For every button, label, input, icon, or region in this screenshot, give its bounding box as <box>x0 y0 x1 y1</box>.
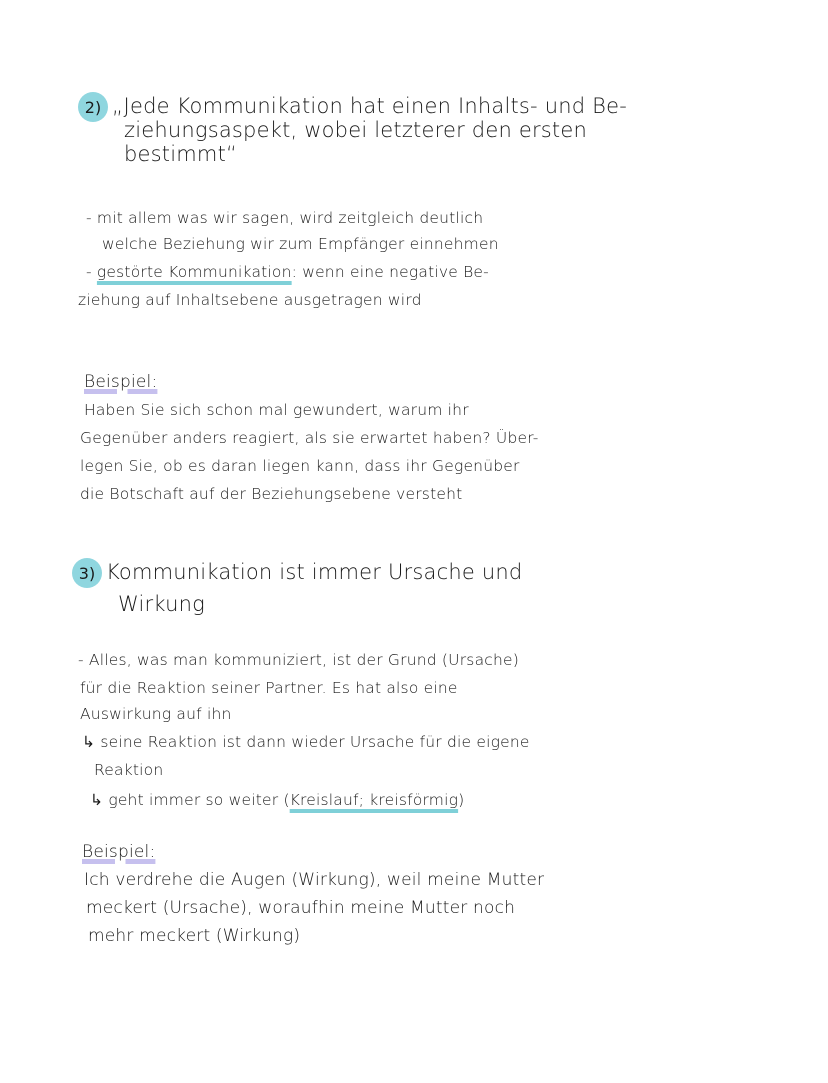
bullet-dash: - <box>86 263 97 281</box>
section-2-bullet-line-3 <box>86 262 489 282</box>
section-3-number: 3) <box>78 563 96 583</box>
section-3-number-badge <box>72 558 102 588</box>
section-2-number: 2) <box>84 97 102 117</box>
section-3-body-line-1: - Alles, was man kommuniziert, ist der Grund (Ursache) <box>78 651 519 669</box>
section-3-example-line-2: meckert (Ursache), woraufhin meine Mutter noch <box>86 898 516 918</box>
section-3-body-line-5: Reaktion <box>94 761 164 779</box>
section-3-body-line-3: Auswirkung auf ihn <box>80 705 232 723</box>
section-2-number-badge <box>78 92 108 122</box>
section-3-example-line-3: mehr meckert (Wirkung) <box>88 926 301 946</box>
section-3-body-line-4: ↳ seine Reaktion ist dann wieder Ursache für die eigene <box>82 733 530 751</box>
section-2-bullet-line-4: ziehung auf Inhaltsebene ausgetragen wird <box>78 291 422 309</box>
section-3-example-label: Beispiel: <box>82 842 156 862</box>
section-3-body-line-2: für die Reaktion seiner Partner. Es hat also eine <box>80 679 458 697</box>
section-2-example-line-4: die Botschaft auf der Beziehungsebene versteht <box>80 485 463 503</box>
highlight-kreislauf: Kreislauf; kreisförmig <box>289 791 459 809</box>
section-3-heading-line-1: Kommunikation ist immer Ursache und <box>106 560 523 584</box>
section-3-heading-line-2: Wirkung <box>118 592 205 616</box>
bullet-line-3-rest: : wenn eine negative Be- <box>291 263 489 281</box>
body-line-6-suffix: ) <box>458 791 465 809</box>
section-2-example-line-2: Gegenüber anders reagiert, als sie erwartet haben? Über- <box>80 429 539 447</box>
section-2-heading-line-1: „Jede Kommunikation hat einen Inhalts- und Be- <box>112 94 627 118</box>
section-3-example-line-1: Ich verdrehe die Augen (Wirkung), weil meine Mutter <box>84 870 545 890</box>
section-2-example-line-3: legen Sie, ob es daran liegen kann, dass ihr Gegenüber <box>80 457 520 475</box>
section-2-heading-line-2: ziehungsaspekt, wobei letzterer den ersten <box>124 118 587 142</box>
section-2-bullet-line-1: - mit allem was wir sagen, wird zeitgleich deutlich <box>86 209 484 227</box>
section-2-example-line-1: Haben Sie sich schon mal gewundert, warum ihr <box>84 401 469 419</box>
section-2-bullet-line-2: welche Beziehung wir zum Empfänger einnehmen <box>102 235 499 253</box>
section-3-body-line-6 <box>90 790 464 810</box>
section-2-example-label: Beispiel: <box>84 372 158 392</box>
highlight-gestoerte-kommunikation: gestörte Kommunikation <box>96 263 292 281</box>
body-line-6-prefix: ↳ geht immer so weiter ( <box>90 791 290 809</box>
section-2-heading-line-3: bestimmt“ <box>124 142 238 166</box>
